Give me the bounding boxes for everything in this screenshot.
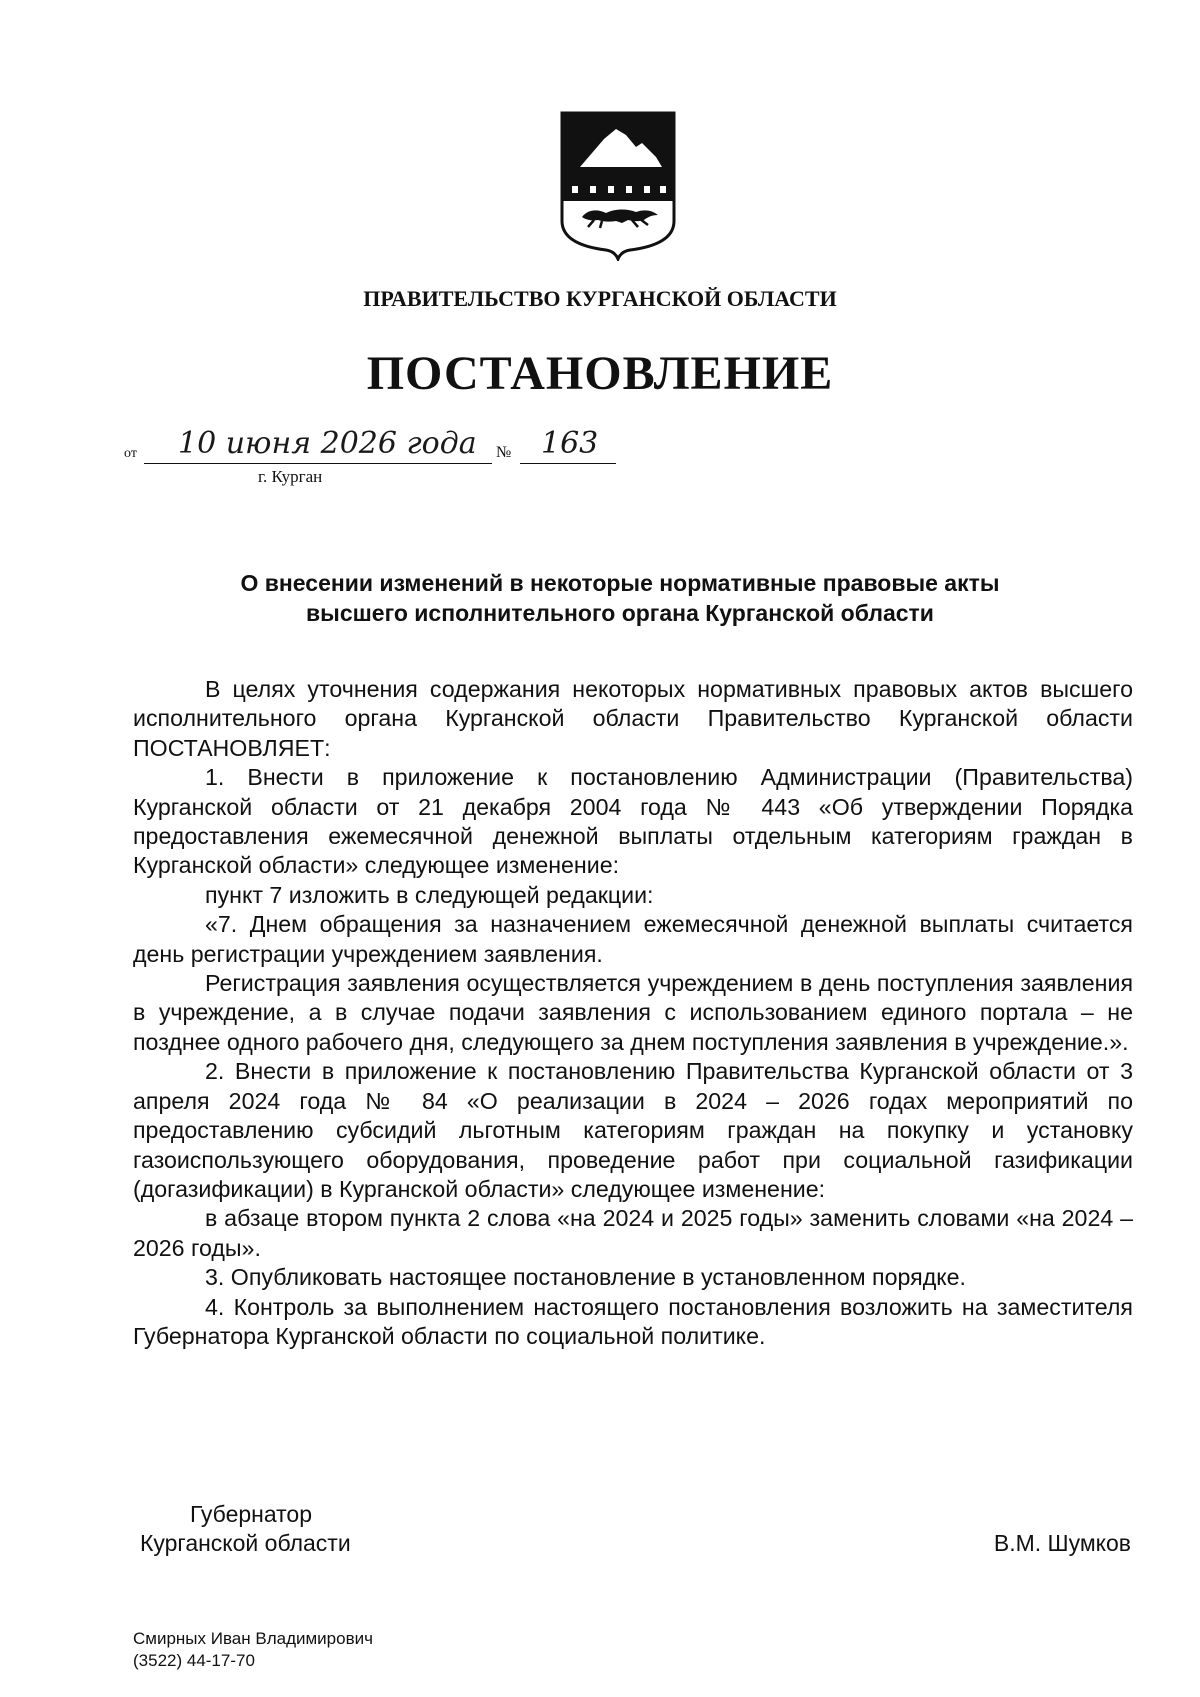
signatory-name: В.М. Шумков <box>993 1530 1131 1556</box>
signatory-title <box>140 1500 351 1558</box>
body-paragraph-4: «7. Днем обращения за назначением ежемесячной денежной выплаты считается день регистрации учреждением заявления. <box>133 911 1133 967</box>
signatory-title-line-2: Курганской области <box>140 1530 351 1556</box>
body-paragraph-6: 2. Внести в приложение к постановлению Правительства Курганской области от 3 апреля 2024 года № 84 «О реализации в 2024 – 2026 годах мероприятий по предоставлению субсидий льготным категориям граждан на покупку и установку газоиспользующего оборудования, проведение работ при социальной газификации (догазификации) в Курганской области» следующее изменение: <box>133 1058 1133 1202</box>
body-paragraph-8: 3. Опубликовать настоящее постановление в установленном порядке. <box>205 1264 966 1291</box>
date-underline <box>144 463 492 464</box>
body-paragraph-9: 4. Контроль за выполнением настоящего постановления возложить на заместителя Губернатора Курганской области по социальной политике. <box>133 1293 1133 1349</box>
kurgan-coat-of-arms-icon <box>558 109 678 261</box>
handwritten-number: 163 <box>541 426 599 461</box>
document-heading <box>120 568 1120 628</box>
body-paragraph-3: пункт 7 изложить в следующей редакции: <box>205 881 654 908</box>
body-paragraph-2: 1. Внести в приложение к постановлению Администрации (Правительства) Курганской области от 21 декабря 2004 года № 443 «Об утверждении Порядка предоставления ежемесячной денежной выплаты отдельным категориям граждан в Курганской области» следующее изменение: <box>133 764 1133 879</box>
signatory-title-line-1: Губернатор <box>190 1501 313 1527</box>
handwritten-date: 10 июня 2026 года <box>178 426 477 461</box>
body-paragraph-7: в абзаце втором пункта 2 слова «на 2024 и 2025 годы» заменить словами «на 2024 – 2026 годы». <box>133 1205 1133 1261</box>
number-underline <box>520 463 616 464</box>
heading-line-2: высшего исполнительного органа Курганской области <box>306 600 934 626</box>
document-type-title: ПОСТАНОВЛЕНИЕ <box>366 347 834 400</box>
government-name: ПРАВИТЕЛЬСТВО КУРГАНСКОЙ ОБЛАСТИ <box>363 286 837 311</box>
date-prefix-label: от <box>124 446 137 461</box>
heading-line-1: О внесении изменений в некоторые нормативные правовые акты <box>240 570 1000 596</box>
document-body <box>133 675 1133 1351</box>
executor-block <box>133 1628 373 1672</box>
city-label: г. Курган <box>258 467 323 486</box>
executor-name: Смирных Иван Владимирович <box>133 1629 373 1648</box>
number-label: № <box>496 444 512 461</box>
executor-phone: (3522) 44-17-70 <box>133 1651 255 1670</box>
body-paragraph-5: Регистрация заявления осуществляется учреждением в день поступления заявления в учреждение, а в случае подачи заявления с использованием единого портала – не позднее одного рабочего дня, следующего за днем поступления заявления в учреждение.». <box>133 970 1133 1055</box>
body-paragraph-1: В целях уточнения содержания некоторых нормативных правовых актов высшего исполнительного органа Курганской области Правительство Курганской области ПОСТАНОВЛЯЕТ: <box>133 676 1133 761</box>
